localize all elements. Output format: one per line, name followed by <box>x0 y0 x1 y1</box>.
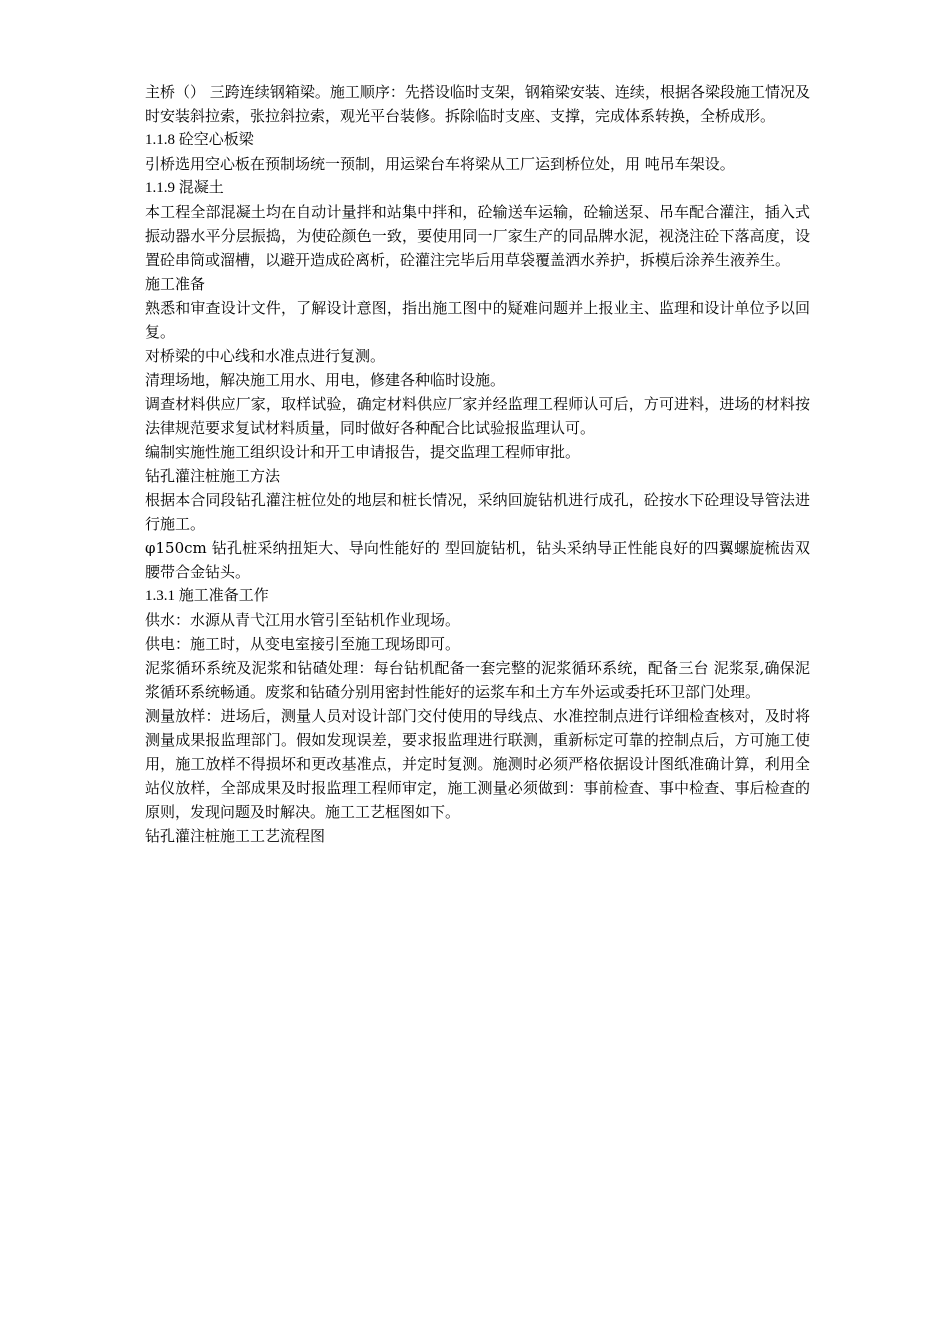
paragraph-mud-circulation: 泥浆循环系统及泥浆和钻碴处理：每台钻机配备一套完整的泥浆循环系统，配备三台 泥浆泵,确保泥浆循环系统畅通。废浆和钻碴分别用密封性能好的运浆车和土方车外运或委托环卫部门处理。 <box>145 659 810 701</box>
paragraph-review-design: 熟悉和审查设计文件，了解设计意图，指出施工图中的疑难问题并上报业主、监理和设计单位予以回复。 <box>145 299 810 341</box>
paragraph-rotary-drilling: 根据本合同段钻孔灌注桩位处的地层和桩长情况，采纳回旋钻机进行成孔，砼按水下砼理设导管法进行施工。 <box>145 491 810 533</box>
paragraph-power-supply: 供电：施工时，从变电室接引至施工现场即可。 <box>145 635 461 653</box>
paragraph-main-bridge: 主桥（） 三跨连续钢箱梁。施工顺序：先搭设临时支架，钢箱梁安装、连续，根据各梁段施工情况及时安装斜拉索，张拉斜拉索，观光平台装修。拆除临时支座、支撑，完成体系转换，全桥成形。 <box>145 83 810 125</box>
paragraph-survey-layout: 测量放样：进场后，测量人员对设计部门交付使用的导线点、水准控制点进行详细检查核对，及时将测量成果报监理部门。假如发现误差，要求报监理进行联测，重新标定可靠的控制点后，方可施工使用，施工放样不得损坏和更改基准点，并定时复测。施测时必须严格依据设计图纸准确计算，利用全站仪放样，全部成果及时报监理工程师审定，施工测量必须做到：事前检查、事中检查、事后检查的原则，发现问题及时解决。施工工艺框图如下。 <box>145 707 810 821</box>
paragraph-water-supply: 供水：水源从青弋江用水管引至钻机作业现场。 <box>145 611 461 629</box>
document-page <box>145 80 810 848</box>
heading-construction-prep: 施工准备 <box>145 275 206 293</box>
heading-1-1-8: 1.1.8 砼空心板梁 <box>145 132 254 148</box>
heading-1-1-9: 1.1.9 混凝土 <box>145 180 224 196</box>
paragraph-flowchart-caption: 钻孔灌注桩施工工艺流程图 <box>145 827 326 845</box>
paragraph-construction-plan: 编制实施性施工组织设计和开工申请报告，提交监理工程师审批。 <box>145 443 581 461</box>
paragraph-drill-bit: φ150cm 钻孔桩采纳扭矩大、导向性能好的 型回旋钻机，钻头采纳导正性能良好的四翼螺旋梳齿双腰带合金钻头。 <box>145 539 810 581</box>
heading-1-3-1: 1.3.1 施工准备工作 <box>145 588 269 604</box>
paragraph-resurvey: 对桥梁的中心线和水准点进行复测。 <box>145 347 386 365</box>
paragraph-approach-bridge: 引桥选用空心板在预制场统一预制，用运梁台车将梁从工厂运到桥位处，用 吨吊车架设。 <box>145 155 735 173</box>
paragraph-material-supply: 调查材料供应厂家，取样试验，确定材料供应厂家并经监理工程师认可后，方可进料，进场的材料按法律规范要求复试材料质量，同时做好各种配合比试验报监理认可。 <box>145 395 810 437</box>
paragraph-site-clearing: 清理场地，解决施工用水、用电，修建各种临时设施。 <box>145 371 506 389</box>
paragraph-concrete: 本工程全部混凝土均在自动计量拌和站集中拌和，砼输送车运输，砼输送泵、吊车配合灌注，插入式振动器水平分层振捣，为使砼颜色一致，要使用同一厂家生产的同品牌水泥，视浇注砼下落高度，设置砼串筒或溜槽，以避开造成砼离析，砼灌注完毕后用草袋覆盖洒水养护，拆模后涂养生液养生。 <box>145 203 810 269</box>
heading-bored-pile-method: 钻孔灌注桩施工方法 <box>145 467 281 485</box>
